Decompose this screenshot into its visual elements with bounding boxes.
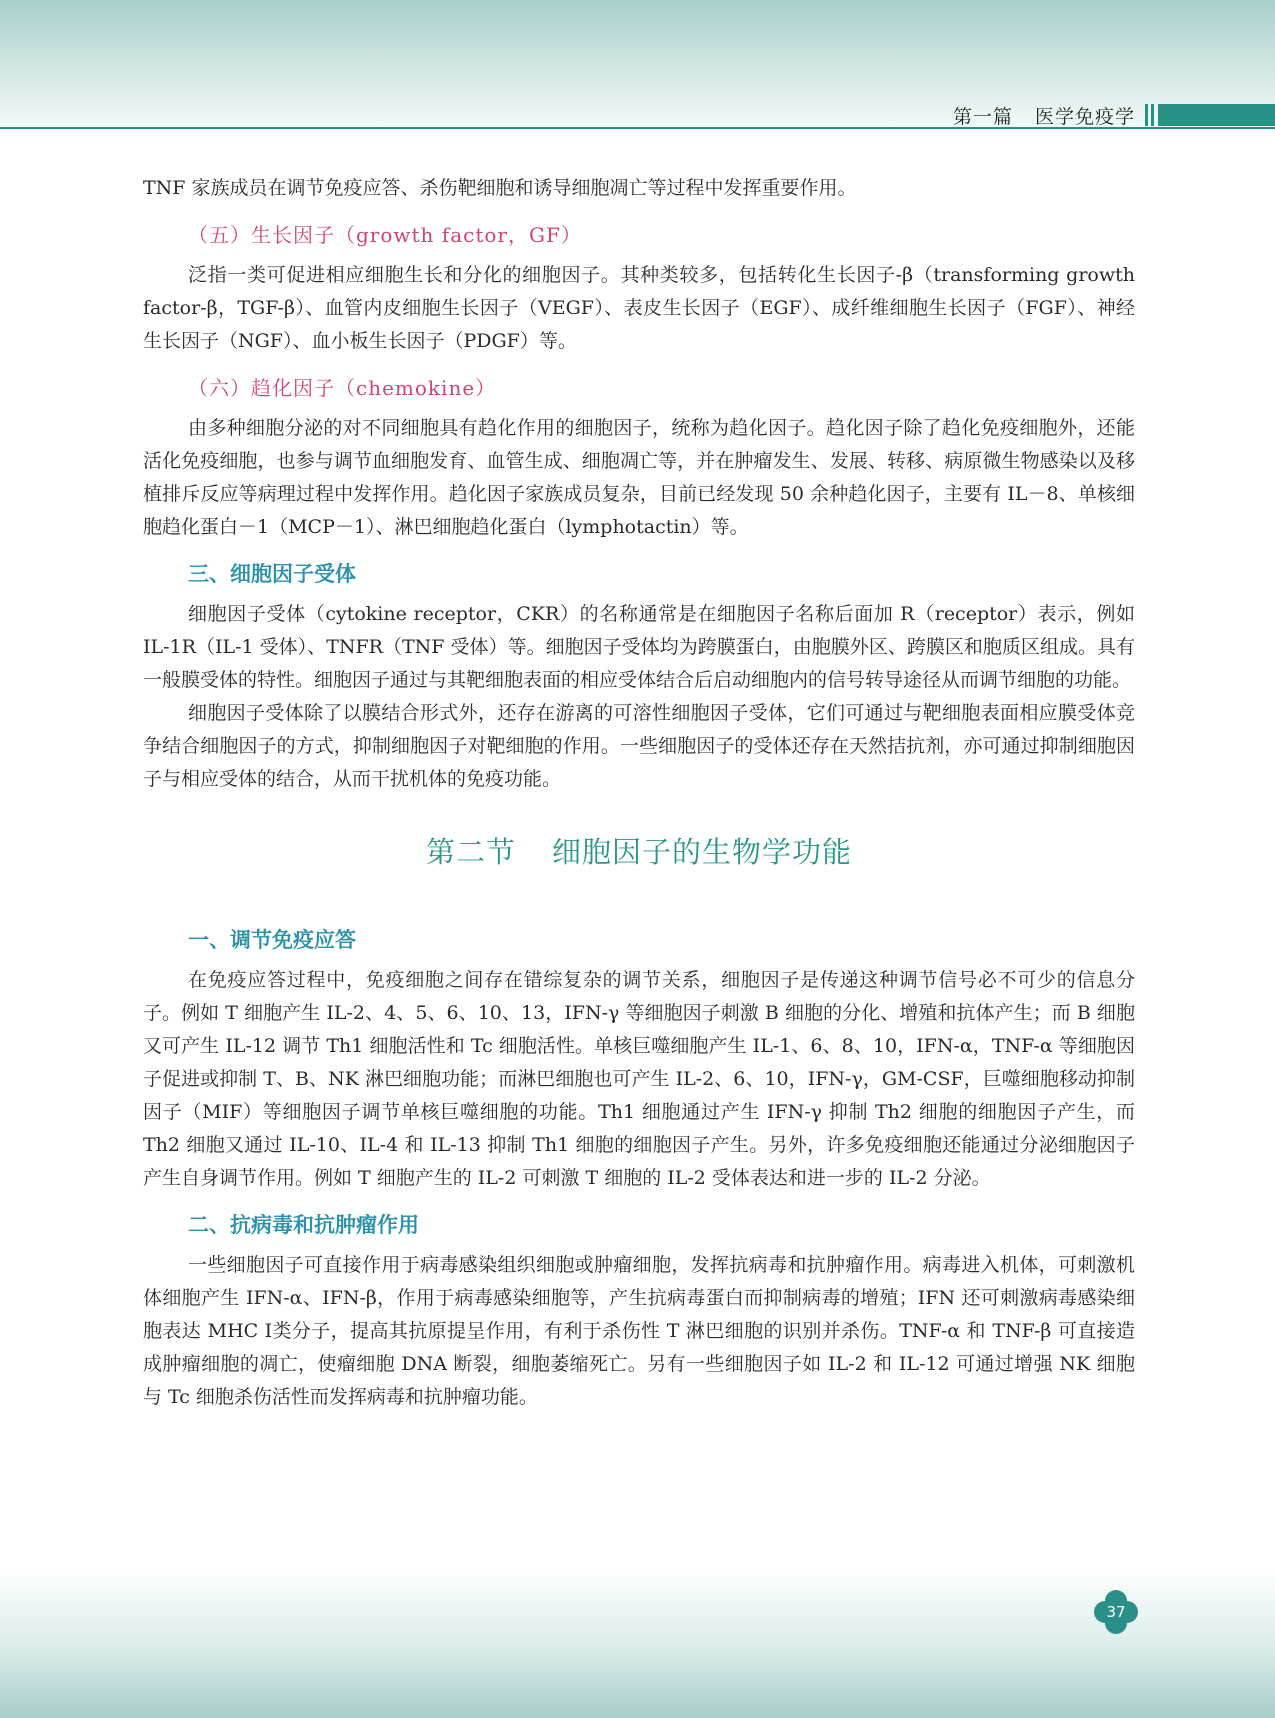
footer-band xyxy=(0,1568,1275,1718)
page-number: 37 xyxy=(1106,1603,1126,1621)
immune-regulation-heading: 一、调节免疫应答 xyxy=(188,928,356,952)
page-content xyxy=(143,172,1135,1414)
growth-factor-heading: （五）生长因子（growth factor，GF） xyxy=(188,223,582,247)
section-number: 第二节 xyxy=(425,835,516,869)
antiviral-antitumor-paragraph: 一些细胞因子可直接作用于病毒感染组织细胞或肿瘤细胞，发挥抗病毒和抗肿瘤作用。病毒进入机体，可刺激机体细胞产生 IFN-α、IFN-β，作用于病毒感染细胞等，产生抗病毒蛋白而抑制病毒的增殖；IFN 还可刺激病毒感染细胞表达 MHC Ⅰ类分子，提高其抗原提呈作用，有利于杀伤性 T 淋巴细胞的识别并杀伤。TNF-α 和 TNF-β 可直接造成肿瘤细胞的凋亡，使瘤细胞 DNA 断裂，细胞萎缩死亡。另有一些细胞因子如 IL-2 和 IL-12 可通过增强 NK 细胞与 Tc 细胞杀伤活性而发挥病毒和抗肿瘤功能。 xyxy=(143,1254,1135,1408)
header-color-block xyxy=(1158,104,1275,126)
cytokine-receptor-paragraph-1: 细胞因子受体（cytokine receptor，CKR）的名称通常是在细胞因子名称后面加 R（receptor）表示，例如 IL-1R（IL-1 受体）、TNFR（TNF 受体）等。细胞因子受体均为跨膜蛋白，由胞膜外区、跨膜区和胞质区组成。具有一般膜受体的特性。细胞因子通过与其靶细胞表面的相应受体结合后启动细胞内的信号转导途径从而调节细胞的功能。 xyxy=(143,603,1135,691)
chemokine-paragraph: 由多种细胞分泌的对不同细胞具有趋化作用的细胞因子，统称为趋化因子。趋化因子除了趋化免疫细胞外，还能活化免疫细胞，也参与调节血细胞发育、血管生成、细胞凋亡等，并在肿瘤发生、发展、转移、病原微生物感染以及移植排斥反应等病理过程中发挥作用。趋化因子家族成员复杂，目前已经发现 50 余种趋化因子，主要有 IL－8、单核细胞趋化蛋白－1（MCP－1）、淋巴细胞趋化蛋白（lymphotactin）等。 xyxy=(143,417,1135,538)
running-header-title: 医学免疫学 xyxy=(1034,106,1135,128)
page-number-badge xyxy=(1094,1590,1138,1634)
section-name: 细胞因子的生物学功能 xyxy=(552,835,853,869)
immune-regulation-paragraph: 在免疫应答过程中，免疫细胞之间存在错综复杂的调节关系，细胞因子是传递这种调节信号必不可少的信息分子。例如 T 细胞产生 IL-2、4、5、6、10、13，IFN-γ 等细胞因子刺激 B 细胞的分化、增殖和抗体产生；而 B 细胞又可产生 IL-12 调节 Th1 细胞活性和 Tc 细胞活性。单核巨噬细胞产生 IL-1、6、8、10，IFN-α，TNF-α 等细胞因子促进或抑制 T、B、NK 淋巴细胞功能；而淋巴细胞也可产生 IL-2、6、10，IFN-γ，GM-CSF，巨噬细胞移动抑制因子（MIF）等细胞因子调节单核巨噬细胞的功能。Th1 细胞通过产生 IFN-γ 抑制 Th2 细胞的细胞因子产生，而 Th2 细胞又通过 IL-10、IL-4 和 IL-13 抑制 Th1 细胞的细胞因子产生。另外，许多免疫细胞还能通过分泌细胞因子产生自身调节作用。例如 T 细胞产生的 IL-2 可刺激 T 细胞的 IL-2 受体表达和进一步的 IL-2 分泌。 xyxy=(143,969,1135,1189)
running-header xyxy=(953,102,1135,129)
cytokine-receptor-heading: 三、细胞因子受体 xyxy=(188,562,356,586)
cytokine-receptor-paragraph-2: 细胞因子受体除了以膜结合形式外，还存在游离的可溶性细胞因子受体，它们可通过与靶细胞表面相应膜受体竞争结合细胞因子的方式，抑制细胞因子对靶细胞的作用。一些细胞因子的受体还存在天然拮抗剂，亦可通过抑制细胞因子与相应受体的结合，从而干扰机体的免疫功能。 xyxy=(143,702,1135,790)
tnf-paragraph: TNF 家族成员在调节免疫应答、杀伤靶细胞和诱导细胞凋亡等过程中发挥重要作用。 xyxy=(143,177,857,199)
chemokine-heading: （六）趋化因子（chemokine） xyxy=(188,376,497,400)
growth-factor-paragraph: 泛指一类可促进相应细胞生长和分化的细胞因子。其种类较多，包括转化生长因子-β（transforming growth factor-β，TGF-β）、血管内皮细胞生长因子（VEGF）、表皮生长因子（EGF）、成纤维细胞生长因子（FGF）、神经生长因子（NGF）、血小板生长因子（PDGF）等。 xyxy=(143,264,1135,352)
antiviral-antitumor-heading: 二、抗病毒和抗肿瘤作用 xyxy=(188,1213,419,1237)
running-header-part: 第一篇 xyxy=(952,106,1013,128)
section-title xyxy=(143,832,1135,872)
